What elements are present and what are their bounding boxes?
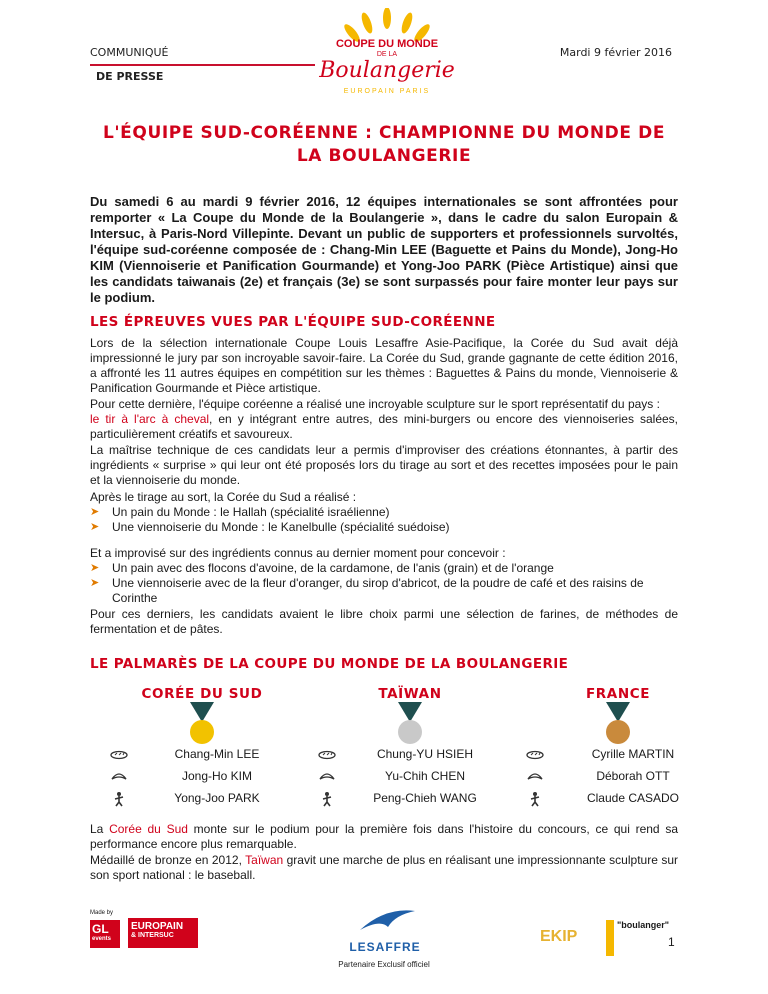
croissant-icon bbox=[110, 769, 128, 783]
made-by-label: Made by bbox=[90, 910, 114, 916]
gl-events-logo bbox=[90, 920, 120, 948]
boulanger-logo: "boulanger" bbox=[606, 920, 654, 956]
podium-name: Yu-Chih CHEN bbox=[384, 769, 466, 783]
highlight-text: le tir à l'arc à cheval bbox=[90, 412, 210, 426]
podium-name: Déborah OTT bbox=[596, 769, 670, 783]
medal-icon bbox=[187, 702, 217, 748]
sculpture-icon bbox=[318, 791, 336, 805]
podium-name: Cyrille MARTIN bbox=[591, 747, 675, 761]
section-heading-palmares: LE PALMARÈS DE LA COUPE DU MONDE DE LA BOULANGERIE bbox=[90, 656, 569, 672]
baguette-icon bbox=[318, 747, 336, 761]
paragraph: Pour ces derniers, les candidats avaient le libre choix parmi une sélection de farines, de méthodes de fermentation et de pâtes. bbox=[90, 607, 678, 636]
text-span: gravit une marche de plus en réalisant une impressionnante sculpture sur son sport national : le baseball. bbox=[90, 853, 678, 882]
text-span: Médaillé de bronze en 2012, bbox=[90, 853, 242, 867]
podium-country: CORÉE DU SUD bbox=[141, 686, 263, 702]
highlight-text: Corée du Sud bbox=[109, 822, 188, 836]
europain-logo bbox=[128, 918, 198, 948]
paragraph: La maîtrise technique de ces candidats leur a permis d'improviser des créations étonnantes, à partir des ingrédients « surprise » qui leur ont été proposés lors du tirage au sort et des recettes imposées pour le pain et la viennoiserie du monde. bbox=[90, 443, 678, 487]
list-item-text: Un pain du Monde : le Hallah (spécialité israélienne) bbox=[112, 505, 390, 519]
chevron-right-icon: ➤ bbox=[90, 521, 100, 533]
list-item bbox=[90, 505, 678, 520]
header-divider bbox=[90, 64, 315, 66]
list-item bbox=[90, 576, 678, 606]
gl-text: GL bbox=[92, 922, 109, 936]
paragraph: Après le tirage au sort, la Corée du Sud a réalisé : bbox=[90, 490, 357, 504]
text-span: La bbox=[90, 822, 104, 836]
chevron-right-icon: ➤ bbox=[90, 577, 100, 589]
baguette-icon bbox=[110, 747, 128, 761]
events-text: events bbox=[92, 936, 112, 942]
medal-icon bbox=[603, 702, 633, 748]
podium-name: Yong-Joo PARK bbox=[174, 791, 260, 805]
partner-caption: Partenaire Exclusif officiel bbox=[338, 960, 430, 969]
chevron-right-icon: ➤ bbox=[90, 562, 100, 574]
list-item-text: Un pain avec des flocons d'avoine, de la cardamone, de l'anis (grain) et de l'orange bbox=[112, 561, 554, 575]
podium-name: Jong-Ho KIM bbox=[181, 769, 253, 783]
podium-country: TAÏWAN bbox=[378, 686, 442, 702]
text-span: , en y intégrant entre autres, des mini-burgers ou encore des viennoiseries salées, particulièrement créatifs et savoureux. bbox=[90, 412, 678, 441]
list-item bbox=[90, 520, 678, 535]
ekip-logo: EKIP bbox=[540, 928, 578, 945]
list-item bbox=[90, 561, 678, 576]
paragraph bbox=[90, 822, 678, 852]
logo-line3: Boulangerie bbox=[319, 58, 455, 83]
podium-name: Chang-Min LEE bbox=[174, 747, 260, 761]
paragraph bbox=[90, 853, 678, 883]
intersuc-text: & INTERSUC bbox=[131, 932, 174, 939]
lead-paragraph: Du samedi 6 au mardi 9 février 2016, 12 équipes internationales se sont affrontées pour remporter « La Coupe du Monde de la Boulangerie », dans le cadre du salon Europain & Intersuc, à Paris-Nord Villepinte. Devant un public de supporters et professionnels survoltés, l'équipe sud-coréenne composée de : Chang-Min LEE (Baguette et Pains du Monde), Jong-Ho KIM (Viennoiserie et Panification Gourmande) et Yong-Joo PARK (Pièce Artistique) ainsi que les candidats taiwanais (2e) et français (3e) se sont surpassés pour faire monter leur pays sur le podium. bbox=[90, 194, 678, 305]
podium-name: Claude CASADO bbox=[586, 791, 680, 805]
logo-line1: COUPE DU MONDE bbox=[335, 38, 439, 50]
text-span: Pour cette dernière, l'équipe coréenne a réalisé une incroyable sculpture sur le sport représentatif du pays : bbox=[90, 397, 660, 411]
list-item-text: Une viennoiserie du Monde : le Kanelbulle (spécialité suédoise) bbox=[112, 520, 450, 534]
lesaffre-text: LESAFFRE bbox=[349, 940, 421, 954]
page-title: L'ÉQUIPE SUD-CORÉENNE : CHAMPIONNE DU MONDE DE LA BOULANGERIE bbox=[102, 123, 666, 166]
logo-line4: EUROPAIN PARIS bbox=[343, 88, 431, 95]
podium-country: FRANCE bbox=[585, 686, 651, 702]
chevron-right-icon: ➤ bbox=[90, 506, 100, 518]
page-number: 1 bbox=[668, 935, 675, 949]
croissant-icon bbox=[526, 769, 544, 783]
list-item-text: Une viennoiserie avec de la fleur d'oranger, du sirop d'abricot, de la poudre de café et des raisins de Corinthe bbox=[112, 576, 644, 605]
baguette-icon bbox=[526, 747, 544, 761]
date-label: Mardi 9 février 2016 bbox=[559, 46, 672, 59]
coupe-du-monde-logo bbox=[312, 8, 462, 104]
lesaffre-logo bbox=[340, 905, 430, 955]
sculpture-icon bbox=[526, 791, 544, 805]
croissant-icon bbox=[318, 769, 336, 783]
highlight-text: Taïwan bbox=[245, 853, 284, 867]
logo-line2: DE LA bbox=[376, 51, 398, 58]
medal-icon bbox=[395, 702, 425, 748]
gl-events-europain-logo bbox=[90, 910, 250, 954]
paragraph bbox=[90, 397, 678, 442]
europain-text: EUROPAIN bbox=[131, 921, 184, 932]
paragraph: Et a improvisé sur des ingrédients connus au dernier moment pour concevoir : bbox=[90, 546, 506, 560]
paragraph: Lors de la sélection internationale Coupe Louis Lesaffre Asie-Pacifique, la Corée du Sud avait déjà impressionné le jury par son incroyable savoir-faire. La Corée du Sud, grande gagnante de cette édition 2016, a affronté les 11 autres équipes en compétition sur les thèmes : Baguettes & Pains du monde, Viennoiserie & Panification Gourmande et Pièce artistique. bbox=[90, 336, 678, 395]
podium-name: Peng-Chieh WANG bbox=[373, 791, 477, 805]
swallow-icon bbox=[340, 905, 430, 935]
communique-label: COMMUNIQUÉ bbox=[90, 46, 169, 59]
podium-name: Chung-YU HSIEH bbox=[376, 747, 474, 761]
section-heading-epreuves: LES ÉPREUVES VUES PAR L'ÉQUIPE SUD-CORÉENNE bbox=[90, 314, 496, 330]
sculpture-icon bbox=[110, 791, 128, 805]
de-presse-label: DE PRESSE bbox=[96, 70, 164, 83]
text-span: monte sur le podium pour la première fois dans l'histoire du concours, ce qui rend sa performance encore plus remarquable. bbox=[90, 822, 678, 851]
